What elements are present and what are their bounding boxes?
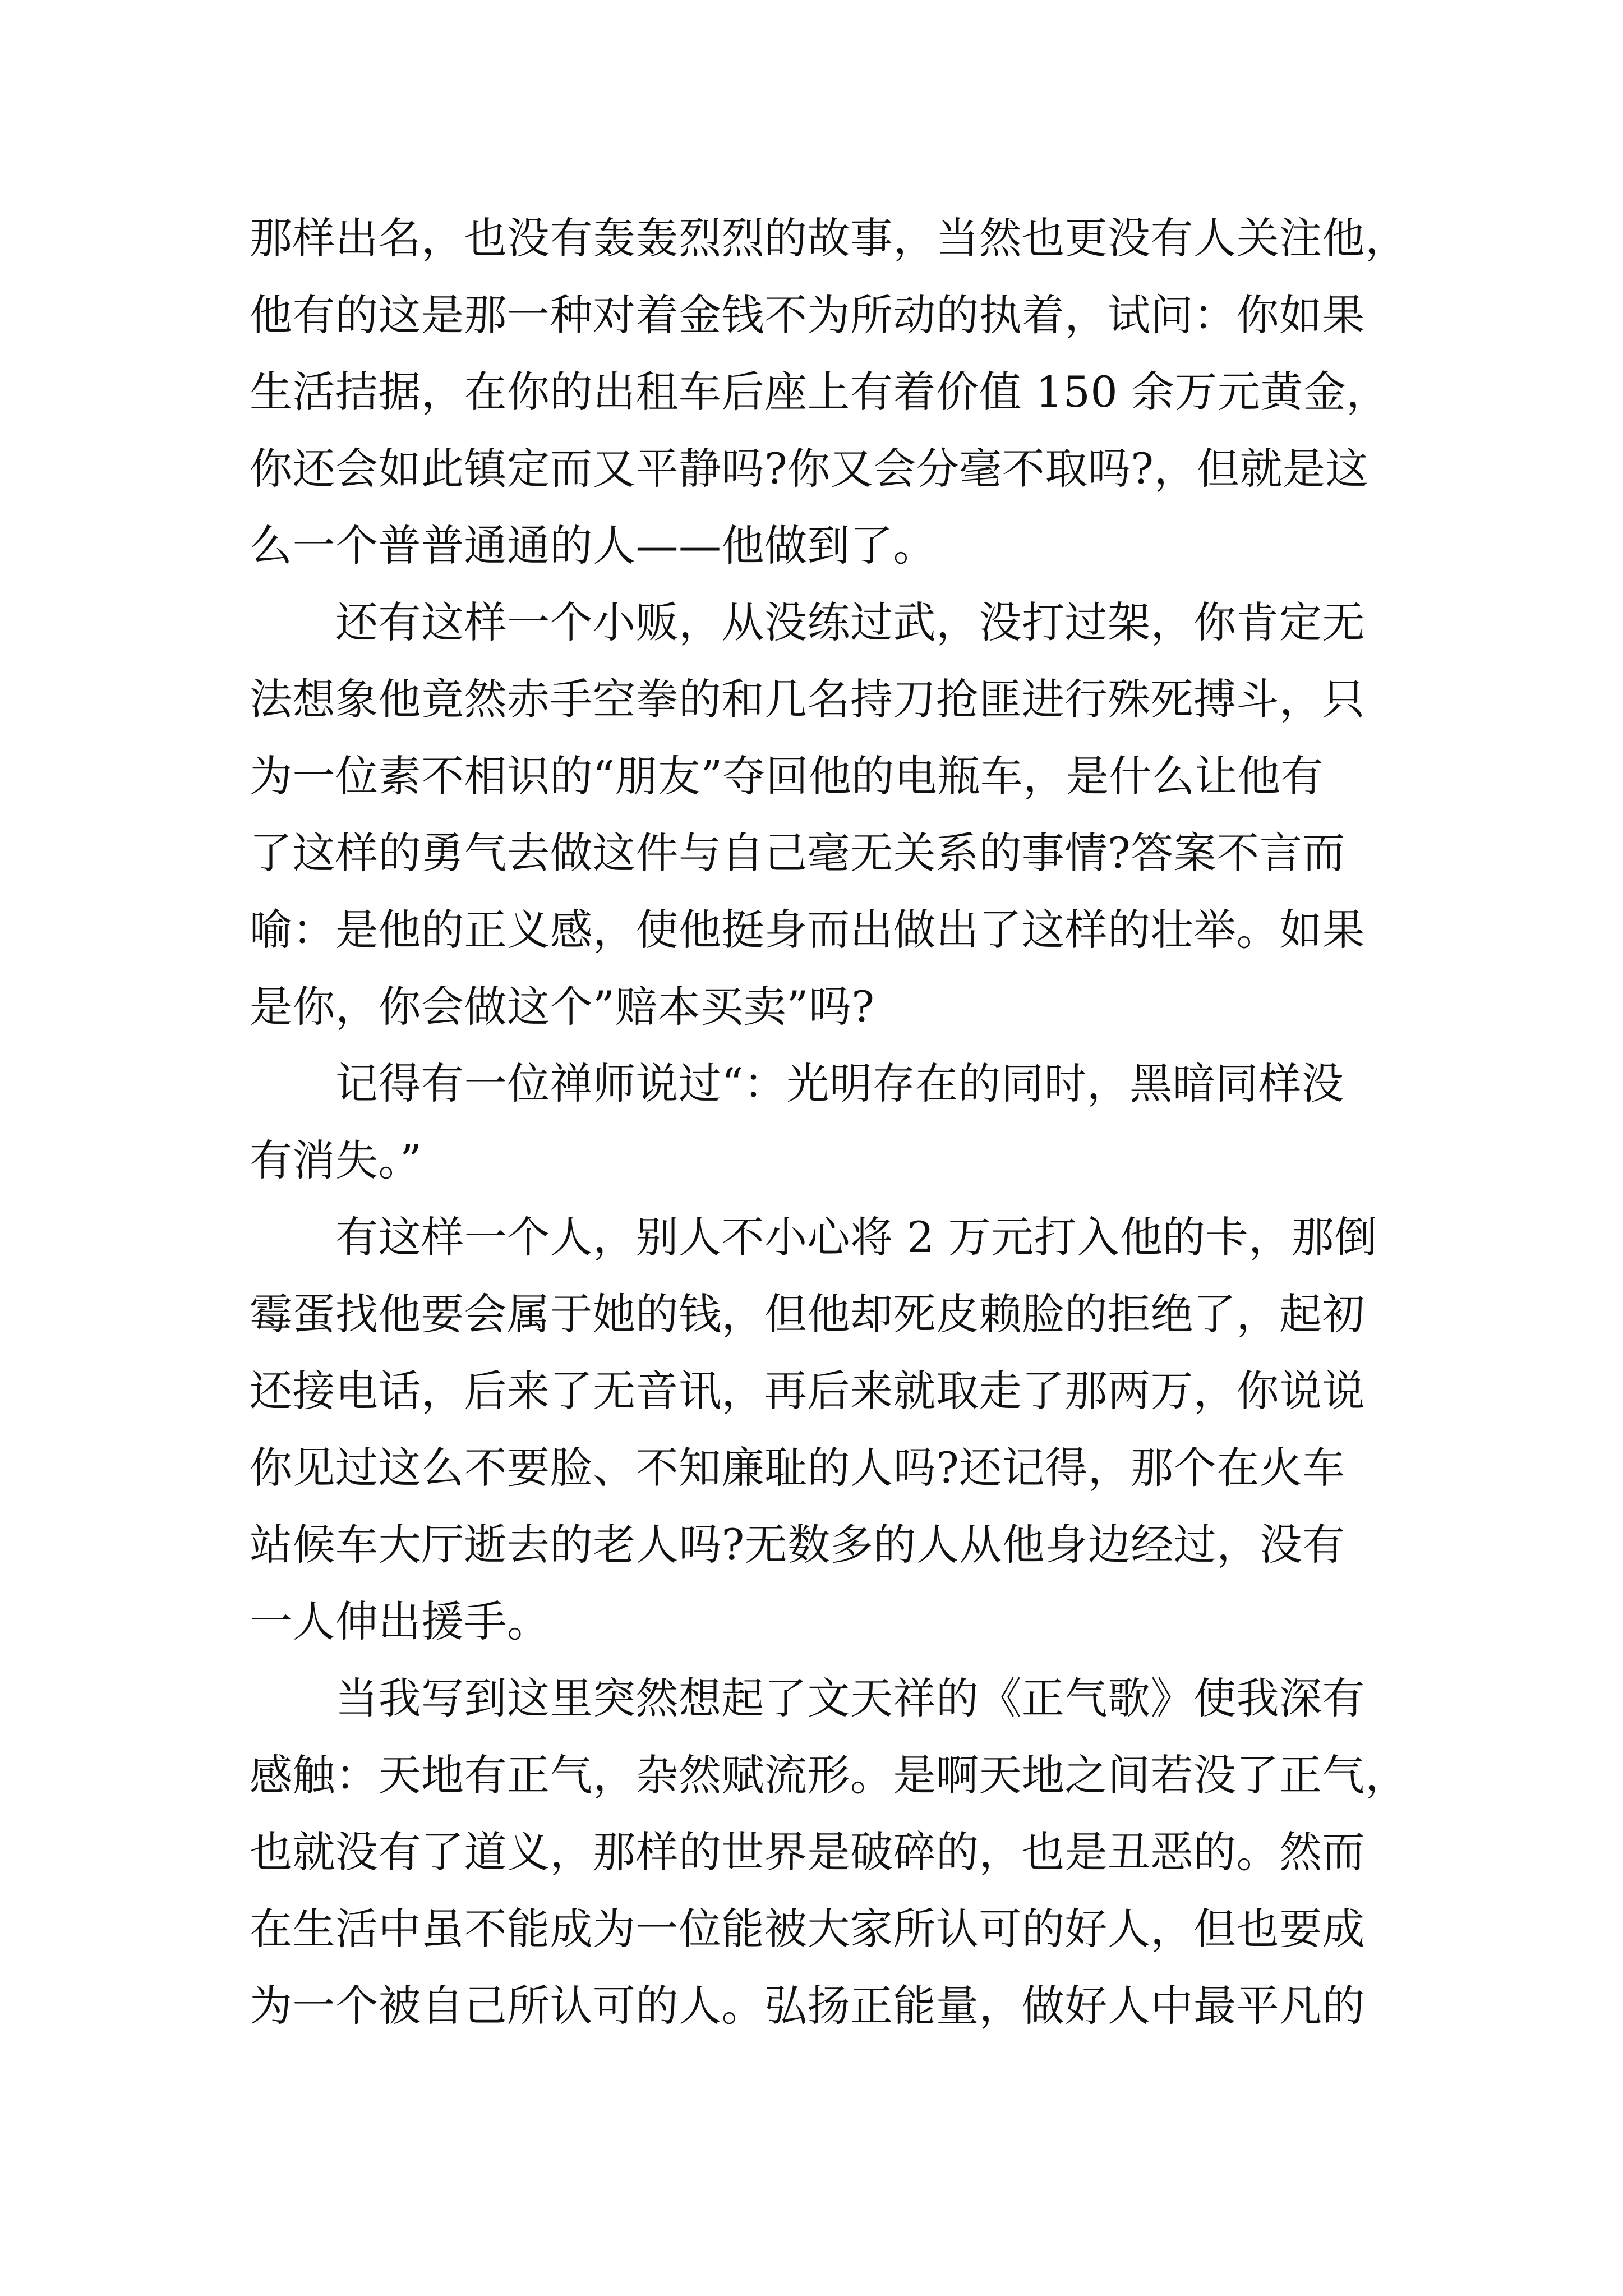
- text-line: 还接电话，后来了无音讯，再后来就取走了那两万，你说说: [250, 1366, 1365, 1416]
- paragraph: [250, 200, 1408, 584]
- text-line: 站候车大厅逝去的老人吗?无数多的人从他身边经过，没有: [250, 1520, 1345, 1570]
- text-line: 还有这样一个小贩，从没练过武，没打过架，你肯定无: [250, 597, 1365, 647]
- text-line: 你见过这么不要脸、不知廉耻的人吗?还记得，那个在火车: [250, 1443, 1345, 1493]
- paragraph: [250, 1045, 1385, 1199]
- text-line: 在生活中虽不能成为一位能被大家所认可的好人，但也要成: [250, 1904, 1365, 1954]
- paragraph: [250, 1660, 1408, 2044]
- text-line: 也就没有了道义，那样的世界是破碎的，也是丑恶的。然而: [250, 1827, 1365, 1877]
- text-line: 感触：天地有正气，杂然赋流形。是啊天地之间若没了正气，: [250, 1750, 1408, 1800]
- text-line: 喻：是他的正义感，使他挺身而出做出了这样的壮举。如果: [250, 905, 1365, 955]
- text-line: 了这样的勇气去做这件与自己毫无关系的事情?答案不言而: [250, 828, 1345, 878]
- text-line: 为一个被自己所认可的人。弘扬正能量，做好人中最平凡的: [250, 1981, 1365, 2031]
- text-line: 为一位素不相识的“朋友”夺回他的电瓶车，是什么让他有: [250, 751, 1324, 801]
- text-line: 一人伸出援手。: [250, 1596, 550, 1646]
- text-line: 记得有一位禅师说过“：光明存在的同时，黑暗同样没: [250, 1059, 1344, 1108]
- text-line: 有消失。”: [250, 1135, 422, 1185]
- paragraph: [250, 584, 1385, 1045]
- text-line: 法想象他竟然赤手空拳的和几名持刀抢匪进行殊死搏斗，只: [250, 674, 1365, 724]
- text-line: 有这样一个人，别人不小心将 2 万元打入他的卡，那倒: [250, 1212, 1377, 1262]
- text-line: 霉蛋找他要会属于她的钱，但他却死皮赖脸的拒绝了，起初: [250, 1289, 1365, 1339]
- text-line: 他有的这是那一种对着金钱不为所动的执着，试问：你如果: [250, 290, 1365, 340]
- text-line: 那样出名，也没有轰轰烈烈的故事，当然也更没有人关注他，: [250, 213, 1408, 263]
- text-line: 你还会如此镇定而又平静吗?你又会分毫不取吗?，但就是这: [250, 444, 1368, 494]
- text-line: 生活拮据，在你的出租车后座上有着价值 150 余万元黄金，: [250, 367, 1389, 417]
- text-line: 当我写到这里突然想起了文天祥的《正气歌》使我深有: [250, 1673, 1365, 1723]
- paragraph: [250, 1199, 1385, 1660]
- article-body: [250, 200, 1408, 2044]
- text-line: 么一个普普通通的人——他做到了。: [250, 521, 936, 570]
- text-line: 是你，你会做这个”赔本买卖”吗?: [250, 982, 875, 1032]
